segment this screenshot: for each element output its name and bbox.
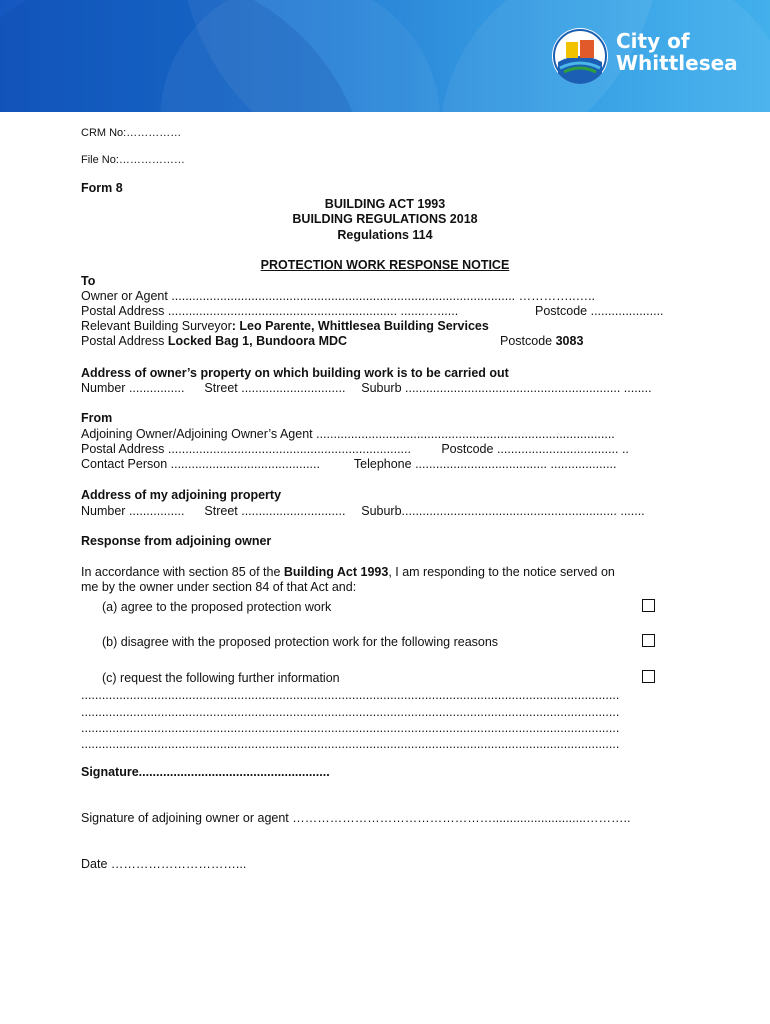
my-street-dots: .............................. [241,504,346,518]
suburb-label: Suburb [361,381,406,395]
owner-property-heading: Address of owner’s property on which building work is to be carried out [81,366,509,380]
surveyor-postal-line [81,334,347,349]
owner-agent-field[interactable] [81,289,667,304]
option-b-checkbox[interactable] [642,634,655,647]
from-postcode-label: Postcode [437,442,497,456]
my-property-heading: Address of my adjoining property [81,488,282,502]
act-title: BUILDING ACT 1993 [324,197,446,211]
signature-dots: ....................................................... [138,765,330,779]
postcode-dots: ..................... [590,304,664,318]
option-b-label: (b) disagree with the proposed protection work for the following reasons [102,635,499,649]
to-heading: To [81,274,96,288]
signature-field[interactable] [81,765,369,780]
surveyor-postcode-value: 3083 [555,334,584,348]
number-label: Number [81,381,129,395]
date-dots: …………………………... [110,857,247,871]
city-emblem-icon [552,28,608,84]
postal-address-label: Postal Address [81,304,168,318]
my-suburb-label: Suburb [361,504,402,518]
owner-agent-dots: ................................................................................................... …………..….. [171,289,596,303]
option-a-label: (a) agree to the proposed protection work [102,600,332,614]
info-line-4[interactable] [81,737,675,752]
info-line-2[interactable] [81,705,675,720]
adjoining-signature-field[interactable] [81,811,652,826]
building-surveyor-label: Relevant Building Surveyor [81,319,232,333]
response-intro-line1 [81,565,615,580]
my-number-dots: ................ [128,504,185,518]
contact-person-label: Contact Person [81,457,171,471]
logo-wordmark [616,30,738,74]
suburb-dots: .............................................................. ........ [405,381,652,395]
option-a-checkbox[interactable] [642,599,655,612]
contact-person-dots: ........................................... [170,457,320,471]
adjoining-signature-dots: …………………………………………...........................……….. [292,811,631,825]
date-label: Date [81,857,111,871]
surveyor-postcode-label: Postcode [500,334,556,348]
intro-post: , I am responding to the notice served on [388,565,615,579]
intro-act: Building Act 1993 [283,565,389,579]
info-line-2-dots: ........................................................................................................................................................... [81,705,620,719]
logo-line1: City of [616,29,690,53]
notice-title: PROTECTION WORK RESPONSE NOTICE [260,258,510,272]
contact-telephone-field[interactable] [81,457,653,472]
info-line-1[interactable] [81,688,675,703]
signature-label: Signature [81,765,139,779]
owner-property-address-field[interactable] [81,381,663,396]
telephone-label: Telephone [350,457,416,471]
building-surveyor-line [81,319,489,334]
surveyor-postal-label: Postal Address [81,334,168,348]
response-heading: Response from adjoining owner [81,534,272,548]
header-banner [0,0,770,112]
my-number-label: Number [81,504,129,518]
option-c-checkbox[interactable] [642,670,655,683]
street-label: Street [200,381,242,395]
date-field[interactable] [81,857,261,872]
regulations-title: BUILDING REGULATIONS 2018 [292,212,478,226]
city-logo[interactable] [552,28,742,88]
surveyor-postal-value: Locked Bag 1, Bundoora MDC [167,334,348,348]
from-postcode-dots: ................................... .. [496,442,629,456]
form-number: Form 8 [81,181,123,195]
logo-line2: Whittlesea [616,51,738,75]
info-line-3-dots: ........................................................................................................................................................... [81,721,620,735]
my-suburb-dots: .............................................................. ....... [401,504,645,518]
telephone-dots: ...................................... ................... [415,457,617,471]
adjoining-owner-dots: ...................................................................................... [316,427,615,441]
adjoining-owner-label: Adjoining Owner/Adjoining Owner’s Agent [81,427,317,441]
building-surveyor-value: : Leo Parente, Whittlesea Building Services [231,319,489,333]
my-street-label: Street [200,504,242,518]
from-postal-label: Postal Address [81,442,168,456]
info-line-4-dots: ........................................................................................................................................................... [81,737,620,751]
postal-address-field[interactable] [81,304,538,319]
info-line-1-dots: ........................................................................................................................................................... [81,688,620,702]
street-dots: .............................. [241,381,346,395]
postcode-label: Postcode [535,304,591,318]
response-intro-line2: me by the owner under section 84 of that Act and: [81,580,357,594]
info-line-3[interactable] [81,721,675,736]
from-heading: From [81,411,113,425]
owner-agent-label: Owner or Agent [81,289,172,303]
intro-pre: In accordance with section 85 of the [81,565,284,579]
option-c-label: (c) request the following further information [102,671,340,685]
from-postal-address-field[interactable] [81,442,669,457]
regulation-number: Regulations 114 [337,228,433,242]
file-number-label: File No:……………… [81,154,185,166]
my-property-address-field[interactable] [81,504,664,519]
postcode-field[interactable] [535,304,669,319]
crm-number-label: CRM No:…………… [81,127,182,139]
postal-address-dots: .................................................................. .......…...... [167,304,459,318]
adjoining-signature-label: Signature of adjoining owner or agent [81,811,293,825]
number-dots: ................ [128,381,185,395]
surveyor-postcode-line [500,334,583,349]
from-postal-dots: ...................................................................... [167,442,411,456]
adjoining-owner-field[interactable] [81,427,646,442]
